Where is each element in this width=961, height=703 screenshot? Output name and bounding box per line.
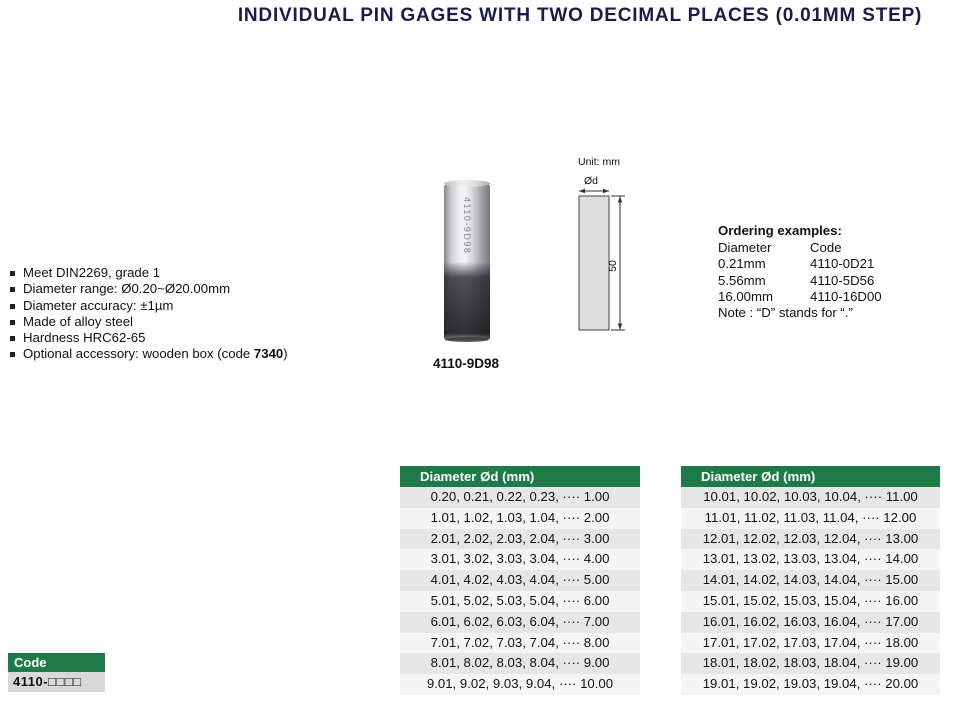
ordering-diameter: 5.56mm [718, 272, 766, 288]
feature-text: Diameter accuracy: ±1µm [23, 297, 174, 313]
bullet-square-icon [10, 287, 15, 292]
ordering-diameter: 16.00mm [718, 288, 773, 304]
bullet-square-icon [10, 336, 15, 341]
table-row: 18.01, 18.02, 18.03, 18.04, ···· 19.00 [681, 653, 940, 674]
table-row: 2.01, 2.02, 2.03, 2.04, ···· 3.00 [400, 529, 640, 550]
ordering-col-code: Code [810, 240, 842, 255]
ordering-col-diameter: Diameter [718, 240, 772, 255]
product-code-label: 4110-9D98 [432, 356, 500, 371]
feature-item [10, 281, 288, 297]
ordering-diameter: 0.21mm [718, 256, 766, 272]
dim-arrow-up-icon [618, 196, 622, 203]
pin-gage-photo [444, 183, 490, 340]
diameter-table-left [400, 466, 640, 695]
table-row: 5.01, 5.02, 5.03, 5.04, ···· 6.00 [400, 591, 640, 612]
table-row: 19.01, 19.02, 19.03, 19.04, ···· 20.00 [681, 674, 940, 695]
ordering-examples [718, 222, 882, 322]
feature-item [10, 298, 288, 314]
table-row: 15.01, 15.02, 15.03, 15.04, ···· 16.00 [681, 591, 940, 612]
code-box [8, 653, 105, 692]
pin-engraving-text: 4110-9D98 [462, 197, 472, 255]
ordering-row [718, 256, 882, 272]
table-header: Diameter Ød (mm) [681, 466, 940, 487]
table-row: 7.01, 7.02, 7.03, 7.04, ···· 8.00 [400, 633, 640, 654]
table-row: 6.01, 6.02, 6.03, 6.04, ···· 7.00 [400, 612, 640, 633]
ordering-note: Note : “D” stands for “.” [718, 305, 853, 321]
table-header: Diameter Ød (mm) [400, 466, 640, 487]
bullet-square-icon [10, 320, 15, 325]
table-row: 9.01, 9.02, 9.03, 9.04, ···· 10.00 [400, 674, 640, 695]
diameter-table-right [681, 466, 940, 695]
unit-label: Unit: mm [578, 156, 620, 168]
table-row: 10.01, 10.02, 10.03, 10.04, ···· 11.00 [681, 487, 940, 508]
code-box-value: 4110-□□□□ [8, 672, 105, 692]
table-row: 14.01, 14.02, 14.03, 14.04, ···· 15.00 [681, 570, 940, 591]
dim-arrow-down-icon [618, 324, 622, 331]
dim-arrow-right-icon [603, 189, 609, 193]
feature-text: Made of alloy steel [23, 313, 133, 329]
ordering-row [718, 273, 882, 289]
feature-item [10, 314, 288, 330]
feature-text: Optional accessory: wooden box (code 7340) [23, 346, 288, 362]
bullet-square-icon [10, 304, 15, 309]
pin-outline-rect [579, 196, 609, 330]
table-row: 8.01, 8.02, 8.03, 8.04, ···· 9.00 [400, 653, 640, 674]
feature-text: Hardness HRC62-65 [23, 330, 146, 346]
table-row: 0.20, 0.21, 0.22, 0.23, ···· 1.00 [400, 487, 640, 508]
table-row: 3.01, 3.02, 3.03, 3.04, ···· 4.00 [400, 549, 640, 570]
page-title: INDIVIDUAL PIN GAGES WITH TWO DECIMAL PLACES (0.01MM STEP) [237, 5, 923, 26]
table-row: 1.01, 1.02, 1.03, 1.04, ···· 2.00 [400, 508, 640, 529]
technical-drawing [566, 154, 636, 344]
ordering-header-row [718, 240, 882, 256]
table-row: 12.01, 12.02, 12.03, 12.04, ···· 13.00 [681, 529, 940, 550]
feature-list [10, 265, 288, 363]
ordering-row [718, 289, 882, 305]
table-row: 13.01, 13.02, 13.03, 13.04, ···· 14.00 [681, 549, 940, 570]
ordering-code: 4110-0D21 [810, 256, 875, 272]
code-box-header: Code [8, 653, 105, 672]
ordering-title: Ordering examples: [718, 223, 842, 238]
feature-item [10, 265, 288, 281]
accessory-code: 7340 [253, 346, 284, 362]
table-row: 17.01, 17.02, 17.03, 17.04, ···· 18.00 [681, 633, 940, 654]
feature-text: Diameter range: Ø0.20~Ø20.00mm [23, 281, 231, 297]
table-row: 4.01, 4.02, 4.03, 4.04, ···· 5.00 [400, 570, 640, 591]
bullet-square-icon [10, 352, 15, 357]
ordering-code: 4110-5D56 [810, 272, 875, 288]
feature-item-accessory [10, 346, 288, 362]
bullet-square-icon [10, 271, 15, 276]
length-dim-label: 50 [607, 260, 619, 272]
feature-text: Meet DIN2269, grade 1 [23, 265, 161, 280]
dim-arrow-left-icon [579, 189, 585, 193]
feature-item [10, 330, 288, 346]
diameter-dim-label: Ød [584, 175, 599, 187]
table-row: 11.01, 11.02, 11.03, 11.04, ···· 12.00 [681, 508, 940, 529]
table-row: 16.01, 16.02, 16.03, 16.04, ···· 17.00 [681, 612, 940, 633]
ordering-code: 4110-16D00 [810, 288, 882, 304]
